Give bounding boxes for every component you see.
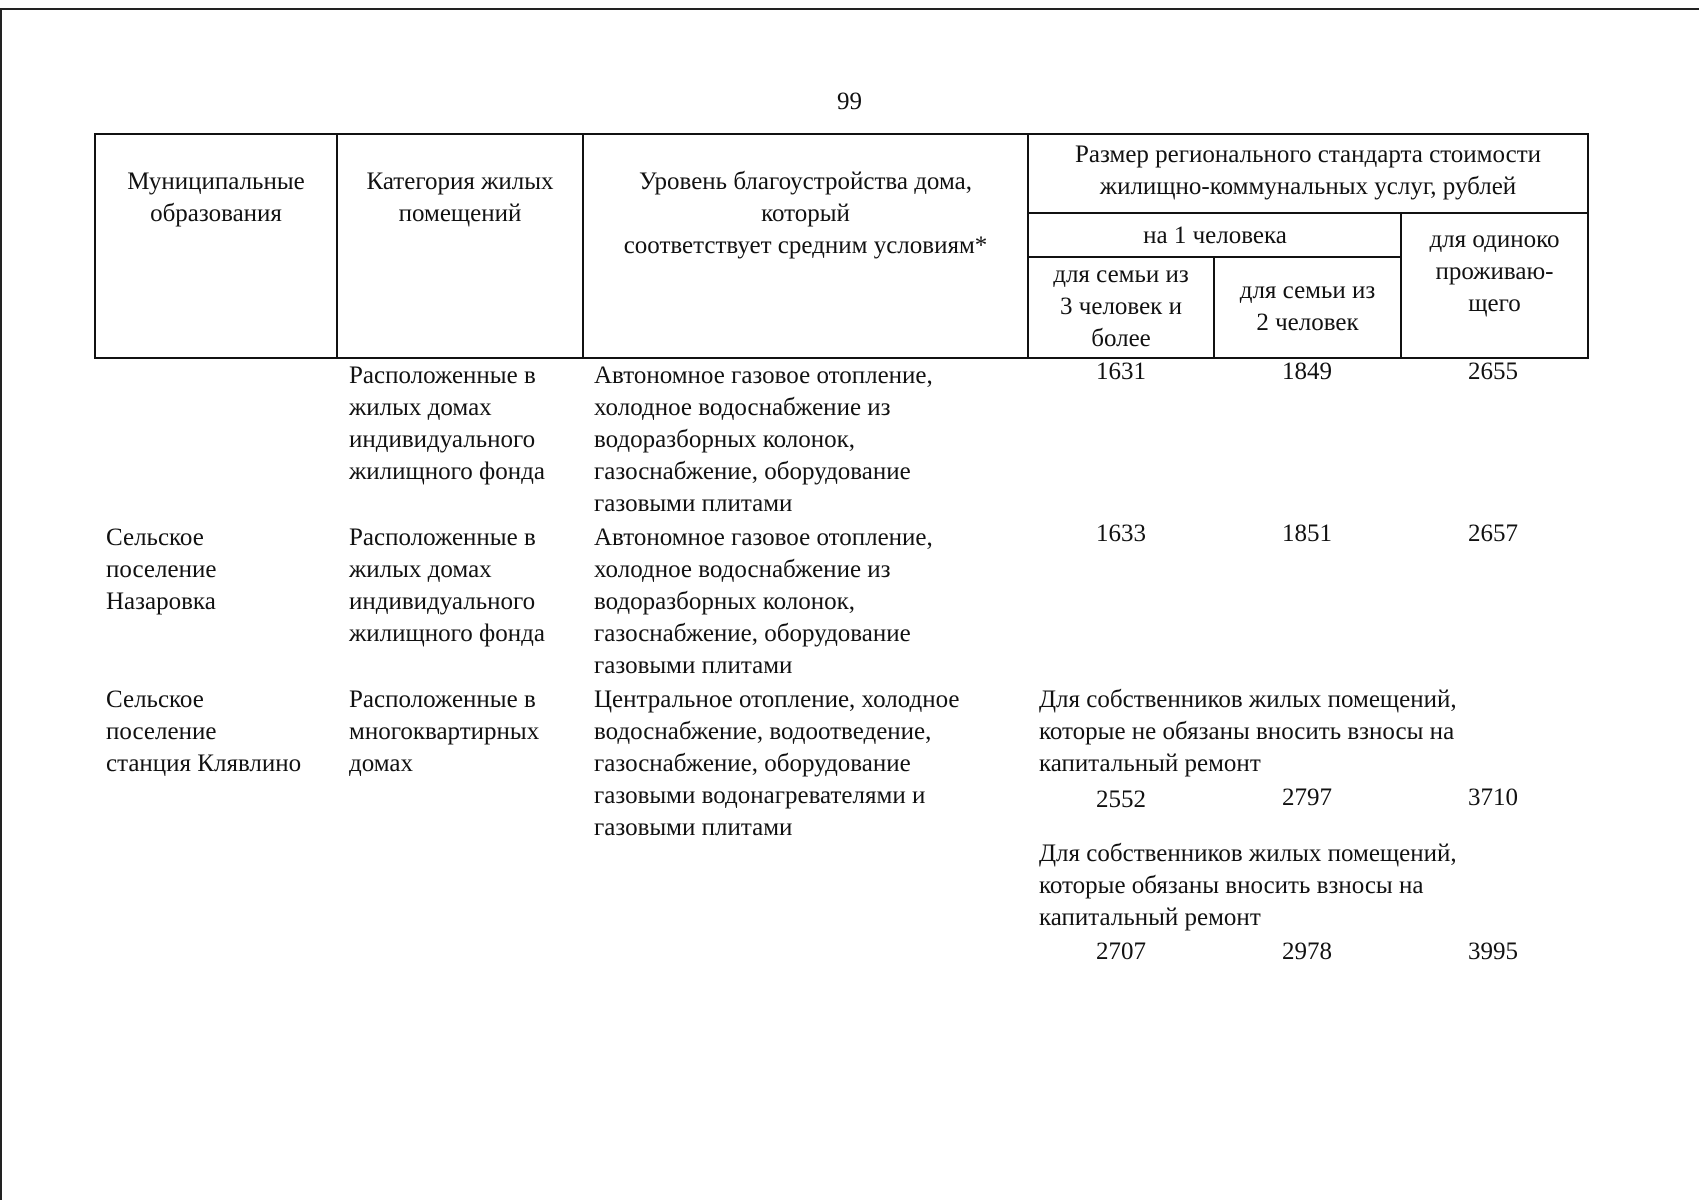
header-family3: для семьи из 3 человек и более: [1053, 261, 1189, 352]
header-subrule: [1027, 212, 1588, 214]
row-level: Центральное отопление, холодное водоснабжение, водоотведение, газоснабжение, оборудование газовыми водонагревателями и газовыми плитами: [594, 686, 960, 841]
page-number: 99: [837, 88, 862, 115]
header-standard: Размер регионального стандарта стоимости жилищно-коммунальных услуг, рублей: [1074, 141, 1542, 200]
header-single: для одиноко проживаю- щего: [1429, 226, 1560, 317]
value-single: 3710: [1468, 784, 1518, 811]
row-level: Автономное газовое отопление, холодное водоснабжение из водоразборных колонок, газоснабжение, оборудование газовыми плитами: [594, 524, 933, 679]
page-border-top: [0, 8, 1699, 10]
value-family3: 2707: [1096, 938, 1146, 965]
value-family3: 2552: [1096, 786, 1146, 813]
header-level: Уровень благоустройства дома, который соответствует средним условиям*: [623, 168, 988, 259]
page-border-left: [0, 8, 2, 1200]
value-family2: 2978: [1282, 938, 1332, 965]
row-municipality: Сельское поселение Назаровка: [106, 524, 217, 615]
header-municipality: Муниципальные образования: [127, 168, 305, 227]
header-top-rule: [94, 133, 1588, 135]
row-level: Автономное газовое отопление, холодное водоснабжение из водоразборных колонок, газоснабжение, оборудование газовыми плитами: [594, 362, 933, 517]
value-family2: 2797: [1282, 784, 1332, 811]
header-category: Категория жилых помещений: [366, 168, 554, 227]
note-no-capital-repair: Для собственников жилых помещений, которые не обязаны вносить взносы на капитальный ремонт: [1039, 686, 1457, 777]
note-capital-repair: Для собственников жилых помещений, которые обязаны вносить взносы на капитальный ремонт: [1039, 840, 1457, 931]
row-category: Расположенные в жилых домах индивидуального жилищного фонда: [349, 362, 545, 485]
header-per-person: на 1 человека: [1143, 222, 1287, 249]
value-family3: 1631: [1096, 358, 1146, 385]
header-divider: [1587, 133, 1589, 359]
value-single: 2657: [1468, 520, 1518, 547]
value-family2: 1849: [1282, 358, 1332, 385]
value-single: 2655: [1468, 358, 1518, 385]
value-family2: 1851: [1282, 520, 1332, 547]
row-category: Расположенные в многоквартирных домах: [349, 686, 540, 777]
row-category: Расположенные в жилых домах индивидуального жилищного фонда: [349, 524, 545, 647]
row-municipality: Сельское поселение станция Клявлино: [106, 686, 302, 777]
value-single: 3995: [1468, 938, 1518, 965]
value-family3: 1633: [1096, 520, 1146, 547]
header-family2: для семьи из 2 человек: [1239, 277, 1376, 336]
